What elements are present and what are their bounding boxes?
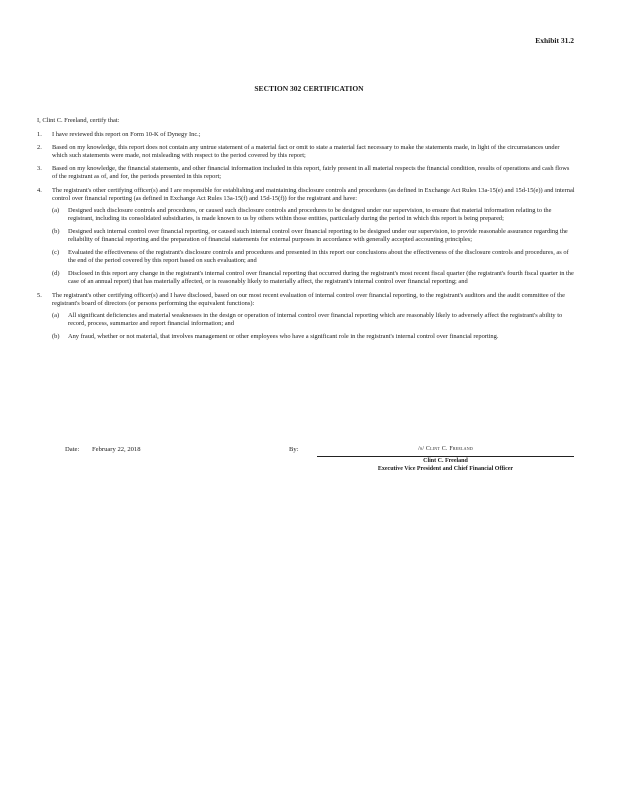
subparagraph-label: (b) xyxy=(52,332,60,340)
paragraph-2 xyxy=(37,144,575,160)
exhibit-label: Exhibit 31.2 xyxy=(535,36,574,45)
page-title: SECTION 302 CERTIFICATION xyxy=(254,84,364,93)
paragraph-3 xyxy=(37,165,575,181)
paragraph-number: 1. xyxy=(37,131,42,139)
signature-conformed: /s/ Clint C. Freeland xyxy=(418,446,473,452)
subparagraph-label: (a) xyxy=(52,311,60,319)
date-value: February 22, 2018 xyxy=(92,446,141,453)
paragraph-number: 5. xyxy=(37,291,42,299)
subparagraph-text: Any fraud, whether or not material, that involves management or other employees who have a significant role in the registrant's internal control over financial reporting. xyxy=(68,332,499,340)
subparagraph-label: (c) xyxy=(52,249,60,257)
paragraph-text: I have reviewed this report on Form 10-K of Dynegy Inc.; xyxy=(52,131,201,139)
signature-line xyxy=(317,456,574,457)
subparagraph-label: (b) xyxy=(52,227,60,235)
paragraph-text: Based on my knowledge, this report does not contain any untrue statement of a material fact or omit to state a material fact necessary to make the statements made, in light of the circumstances under which such statements were made, not misleading with respect to the period covered by this report; xyxy=(52,144,560,160)
subparagraph-5a xyxy=(52,312,575,328)
paragraph-text: Based on my knowledge, the financial statements, and other financial information included in this report, fairly present in all material respects the financial condition, results of operations and cash flows of the registrant as of, and for, the periods presented in this report; xyxy=(52,165,570,181)
subparagraph-text: Evaluated the effectiveness of the registrant's disclosure controls and procedures and presented in this report our conclusions about the effectiveness of the disclosure controls and procedures, as of the end of the period covered by this report based on such evaluation; and xyxy=(68,249,569,265)
subparagraph-5b xyxy=(52,333,575,341)
subparagraph-text: Designed such internal control over financial reporting, or caused such internal control over financial reporting to be designed under our supervision, to provide reasonable assurance regarding the reliability of financial reporting and the preparation of financial statements for external purposes in accordance with generally accepted accounting principles; xyxy=(68,227,568,244)
certification-body xyxy=(37,117,575,346)
paragraph-4 xyxy=(37,187,575,287)
subparagraph-4a xyxy=(52,207,575,223)
subparagraph-4c xyxy=(52,249,575,265)
paragraph-number: 3. xyxy=(37,165,42,173)
subparagraph-4d xyxy=(52,270,575,286)
paragraph-number: 4. xyxy=(37,186,42,194)
date-label: Date: xyxy=(65,446,80,453)
subparagraph-label: (a) xyxy=(52,206,60,214)
paragraph-text: The registrant's other certifying officer(s) and I have disclosed, based on our most recent evaluation of internal control over financial reporting, to the registrant's auditors and the audit committee of the registrant's board of directors (or persons performing the equivalent functions): xyxy=(52,291,565,307)
intro-text: I, Clint C. Freeland, certify that: xyxy=(37,117,120,124)
paragraph-number: 2. xyxy=(37,144,42,152)
paragraph-text: The registrant's other certifying officer(s) and I are responsible for establishing and maintaining disclosure controls and procedures (as defined in Exchange Act Rules 13a-15(e) and 15d-15(e)) and internal control over financial reporting (as defined in Exchange Act Rules 13a-15(f) and 15d-15(f)) for the registrant and have: xyxy=(52,186,575,202)
subparagraph-text: Disclosed in this report any change in the registrant's internal control over financial reporting that occurred during the registrant's most recent fiscal quarter (the registrant's fourth fiscal quarter in the case of an annual report) that has materially affected, or is reasonably likely to materially affect, the registrant's internal control over financial reporting; and xyxy=(68,270,574,286)
paragraph-5 xyxy=(37,292,575,341)
signer-title: Executive Vice President and Chief Financial Officer xyxy=(377,466,514,472)
paragraph-1 xyxy=(37,131,575,139)
signature-block xyxy=(0,446,618,486)
subparagraph-label: (d) xyxy=(52,270,60,278)
subparagraph-text: All significant deficiencies and material weaknesses in the design or operation of internal control over financial reporting which are reasonably likely to adversely affect the registrant's ability to record, process, summarize and report financial information; and xyxy=(68,311,563,327)
signer-name: Clint C. Freeland xyxy=(423,458,468,464)
subparagraph-4b xyxy=(52,228,575,244)
by-label: By: xyxy=(289,446,299,453)
subparagraph-text: Designed such disclosure controls and procedures, or caused such disclosure controls and procedures to be designed under our supervision, to ensure that material information relating to the registrant, including its consolidated subsidiaries, is made known to us by others within those entities, particularly during the period in which this report is being prepared; xyxy=(68,206,552,222)
